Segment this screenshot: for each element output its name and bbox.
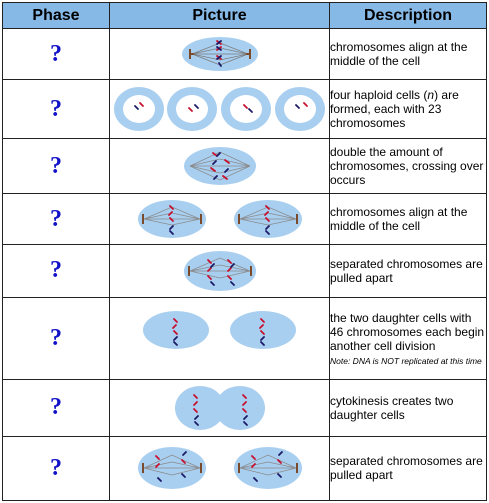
phase-cell — [3, 29, 110, 80]
phase-question-mark: ? — [50, 454, 62, 481]
note-text: Note: DNA is NOT replicated at this time — [330, 355, 482, 366]
phase-cell — [3, 245, 110, 297]
phase-cell — [3, 139, 110, 194]
picture-cell — [110, 297, 330, 379]
description-cell: double the amount of chromosomes, crossing over occurs — [330, 139, 487, 194]
table-row — [3, 379, 487, 436]
phase-cell — [3, 379, 110, 436]
description-cell: separated chromosomes are pulled apart — [330, 245, 487, 297]
description-cell: chromosomes align at the middle of the cell — [330, 194, 487, 245]
description-cell: the two daughter cells with 46 chromosomes each begin another cell division Note: DNA is NOT replicated at this time — [330, 297, 487, 379]
description-cell: separated chromosomes are pulled apart — [330, 436, 487, 500]
table-row — [3, 436, 487, 500]
header-phase: Phase — [3, 3, 110, 29]
picture-cell — [110, 80, 330, 139]
table-row — [3, 194, 487, 245]
metaphase-cell-icon — [110, 30, 329, 78]
phase-cell — [3, 297, 110, 379]
picture-cell — [110, 139, 330, 194]
phase-question-mark: ? — [50, 152, 62, 179]
table-row — [3, 139, 487, 194]
header-row — [3, 3, 487, 29]
phase-cell — [3, 436, 110, 500]
picture-cell — [110, 379, 330, 436]
picture-cell — [110, 194, 330, 245]
description-cell: four haploid cells (n) are formed, each with 23 chromosomes — [330, 80, 487, 139]
crossing-over-cell-icon — [110, 140, 329, 192]
four-haploid-cells-icon — [110, 81, 329, 137]
description-cell: chromosomes align at the middle of the cell — [330, 29, 487, 80]
phase-question-mark: ? — [50, 257, 62, 284]
picture-cell — [110, 245, 330, 297]
anaphase-cell-icon — [110, 246, 329, 295]
picture-cell — [110, 436, 330, 500]
two-cells-separating-icon — [110, 438, 329, 499]
phase-table — [2, 2, 487, 501]
phase-question-mark: ? — [50, 394, 62, 421]
phase-cell — [3, 194, 110, 245]
table-row — [3, 297, 487, 379]
table-row — [3, 245, 487, 297]
picture-cell — [110, 29, 330, 80]
phase-question-mark: ? — [50, 95, 62, 122]
description-cell: cytokinesis creates two daughter cells — [330, 379, 487, 436]
two-daughter-cells-icon — [110, 299, 329, 378]
table-row — [3, 80, 487, 139]
phase-question-mark: ? — [50, 205, 62, 232]
phase-question-mark: ? — [50, 324, 62, 351]
phase-question-mark: ? — [50, 40, 62, 67]
phase-cell — [3, 80, 110, 139]
cytokinesis-cells-icon — [110, 381, 329, 435]
header-picture: Picture — [110, 3, 330, 29]
table-row — [3, 29, 487, 80]
two-cells-align-icon — [110, 195, 329, 243]
header-description: Description — [330, 3, 487, 29]
